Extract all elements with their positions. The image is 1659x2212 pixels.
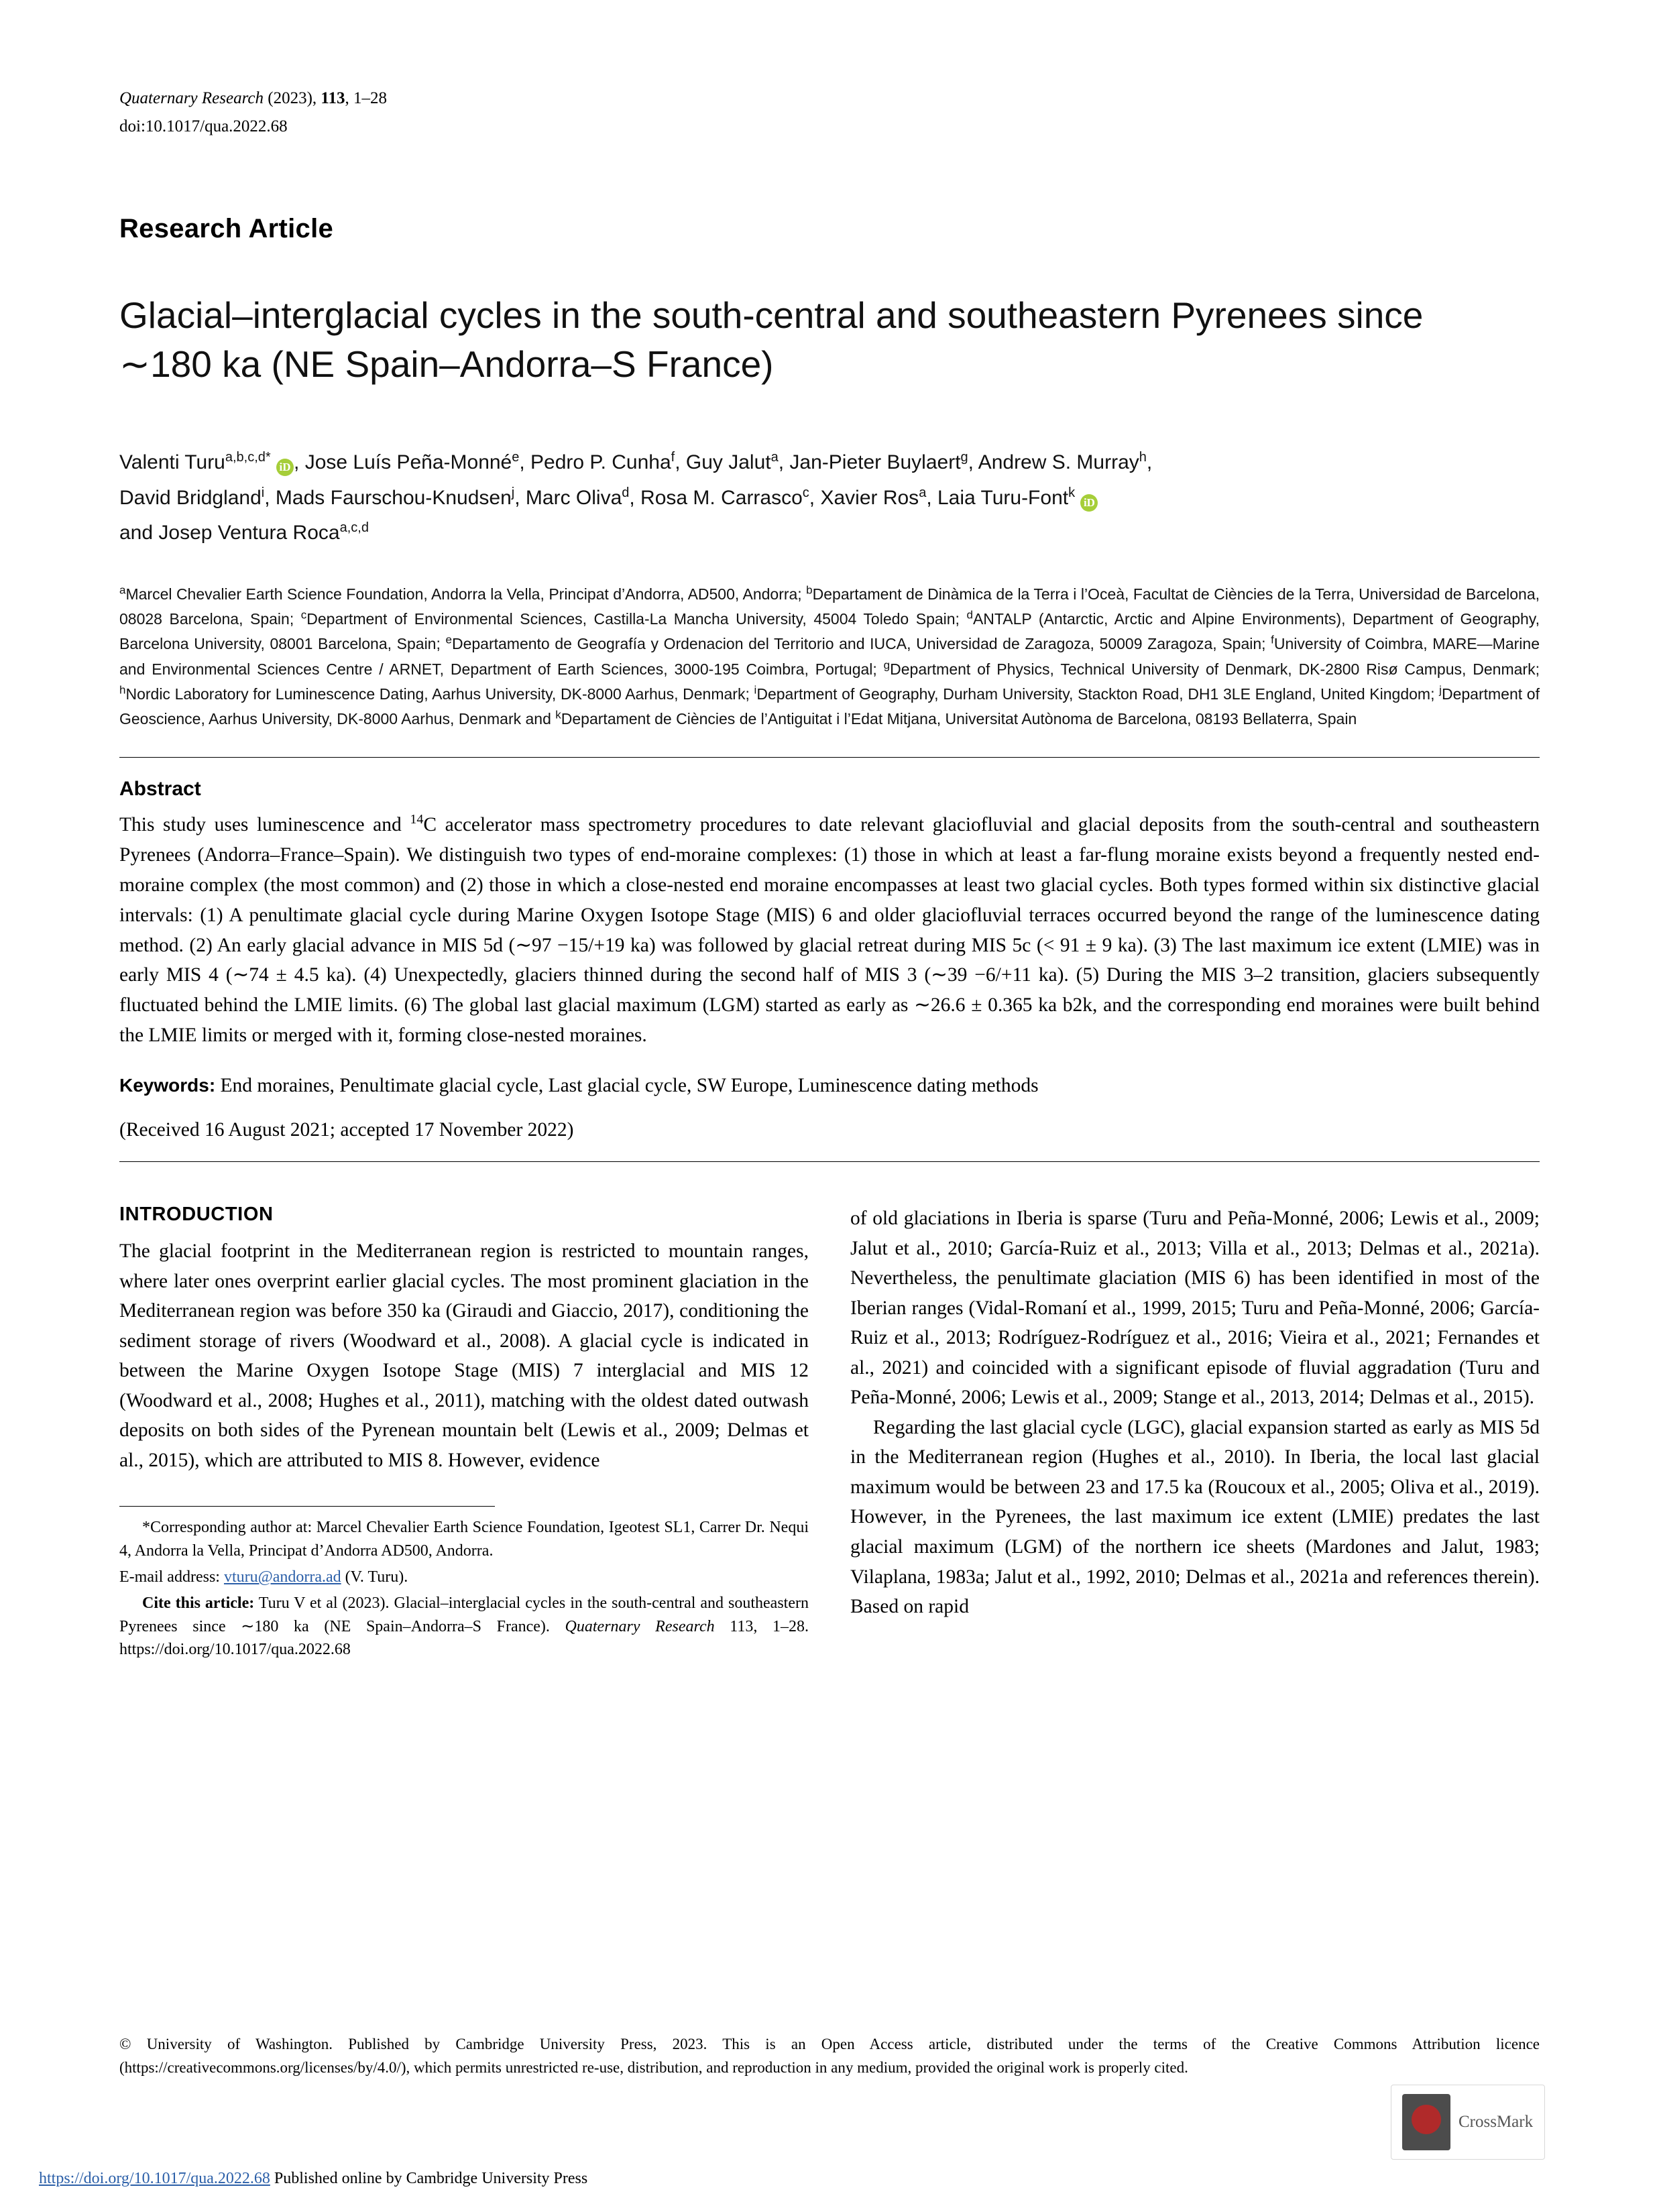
cite-text: Turu V et al (2023). Glacial–interglacial cycles in the south-central and southeastern Pyrenees since ∼180 ka (NE Spain–Andorra–S France). xyxy=(119,1594,809,1635)
divider-top xyxy=(119,757,1540,758)
doi-line: doi:10.1017/qua.2022.68 xyxy=(119,117,288,135)
footnote-corresponding-author xyxy=(119,1516,809,1563)
section-heading-introduction: INTRODUCTION xyxy=(119,1204,274,1226)
page-title: Glacial–interglacial cycles in the south-central and southeastern Pyrenees since ∼180 ka (NE Spain–Andorra–S France) xyxy=(119,294,1424,386)
divider-bottom xyxy=(119,1161,1540,1162)
footer-doi-link[interactable]: https://doi.org/10.1017/qua.2022.68 xyxy=(39,2170,270,2187)
paper-content xyxy=(119,86,1540,1662)
email-label: E-mail address: xyxy=(119,1568,224,1586)
paragraph-left-1: The glacial footprint in the Mediterranean region is restricted to mountain ranges, where later ones overprint earlier glacial cycles. The most prominent glaciation in the Mediterranean region was before 350 ka (Giraudi and Giaccio, 2017), conditioning the sediment storage of rivers (Woodward et al., 2008). A glacial cycle is indicated in between the Marine Oxygen Isotope Stage (MIS) 7 interglacial and MIS 12 (Woodward et al., 2008; Hughes et al., 2011), matching with the oldest dated outwash deposits on both sides of the Pyrenean mountain belt (Lewis et al., 2009; Delmas et al., 2015), which are attributed to MIS 8. However, evidence xyxy=(119,1240,809,1471)
orcid-icon[interactable]: iD xyxy=(276,459,294,476)
footnote-divider xyxy=(119,1506,495,1507)
column-left xyxy=(119,1204,809,1662)
crossmark-icon xyxy=(1402,2094,1450,2150)
orcid-icon-2[interactable]: iD xyxy=(1080,494,1098,512)
author-line-3: and Josep Ventura Roca$^{a,c,d}$ xyxy=(119,520,369,544)
footer-doi-line xyxy=(39,2170,587,2188)
journal-year: (2023), xyxy=(268,89,317,107)
cite-tail: 113, 1–28. https://doi.org/10.1017/qua.2022.68 xyxy=(119,1617,809,1659)
author-list xyxy=(119,445,1540,551)
crossmark-badge[interactable] xyxy=(1391,2085,1545,2160)
column-right xyxy=(850,1204,1540,1662)
journal-citation-line xyxy=(119,86,1540,111)
affiliations-block: $^a$Marcel Chevalier Earth Science Foundation, Andorra la Vella, Principat d’Andorra, AD500, Andorra; $^b$Departament de Dinàmica de la Terra i l’Oceà, Facultat de Ciències de la Terra, Universidad de Barcelona, 08028 Barcelona, Spain; $^c$Department of Environmental Sciences, Castilla-La Mancha University, 45004 Toledo Spain; $^d$ANTALP (Antarctic, Arctic and Alpine Environments), Department of Geography, Barcelona University, 08001 Barcelona, Spain; $^e$Departamento de Geografía y Ordenacion del Territorio and IUCA, Universidad de Zaragoza, 50009 Zaragoza, Spain; $^f$University of Coimbra, MARE—Marine and Environmental Sciences Centre / ARNET, Department of Earth Sciences, 3000-195 Coimbra, Portugal; $^g$Department of Physics, Technical University of Denmark, DK-2800 Risø Campus, Denmark; $^h$Nordic Laboratory for Luminescence Dating, Aarhus University, DK-8000 Aarhus, Denmark; $^i$Department of Geography, Durham University, Stackton Road, DH1 3LE England, United Kingdom; $^j$Department of Geoscience, Aarhus University, DK-8000 Aarhus, Denmark and $^k$Departament de Ciències de l’Antiguitat i l’Edat Mitjana, Universitat Autònoma de Barcelona, 08193 Bellaterra, Spain xyxy=(119,583,1540,728)
footnote-corresponding-text: *Corresponding author at: Marcel Chevalier Earth Science Foundation, Igeotest SL1, Carrer Dr. Nequi 4, Andorra la Vella, Principat d’Andorra AD500, Andorra. xyxy=(119,1519,809,1560)
article-type-label: Research Article xyxy=(119,214,334,243)
cite-journal: Quaternary Research xyxy=(565,1617,715,1635)
abstract-heading: Abstract xyxy=(119,778,201,801)
keywords-text: End moraines, Penultimate glacial cycle, Last glacial cycle, SW Europe, Luminescence dating methods xyxy=(215,1074,1039,1096)
keywords-label: Keywords: xyxy=(119,1074,216,1096)
journal-name: Quaternary Research xyxy=(119,89,264,107)
keywords-line xyxy=(119,1071,1540,1100)
license-statement: © University of Washington. Published by Cambridge University Press, 2023. This is an Open Access article, distributed under the terms of the Creative Commons Attribution licence (https://creativecommons.org/licenses/by/4.0/), which permits unrestricted re-use, distribution, and reproduction in any medium, provided the original work is properly cited. xyxy=(119,2036,1540,2076)
cite-label: Cite this article: xyxy=(142,1594,255,1612)
footnote-cite-this-article xyxy=(119,1592,809,1662)
email-link[interactable]: vturu@andorra.ad xyxy=(223,1568,341,1586)
crossmark-label: CrossMark xyxy=(1458,2113,1534,2131)
paragraph-right-2: Regarding the last glacial cycle (LGC), glacial expansion started as early as MIS 5d in the Mediterranean region (Hughes et al., 2010). In Iberia, the local last glacial maximum would be between 23 and 17.5 ka (Roucoux et al., 2005; Oliva et al., 2019). However, in the Pyrenees, the last maximum ice extent (LMIE) predates the last glacial maximum (LGM) of the northern ice sheets (Mardones and Jalut, 1983; Vilaplana, 1983a; Jalut et al., 1992, 2010; Delmas et al., 2021a and references therein). Based on rapid xyxy=(850,1416,1540,1618)
author-line-1: Valenti Turu$^{a,b,c,d*}$ iD , Jose Luís Peña-Monné$^e$, Pedro P. Cunha$^f$, Guy Jalut$^a$, Jan-Pieter Buylaert$^g$, Andrew S. Murray$^h$, xyxy=(119,445,1540,481)
paragraph-right-1: of old glaciations in Iberia is sparse (Turu and Peña-Monné, 2006; Lewis et al., 2009; Jalut et al., 2010; García-Ruiz et al., 2013; Villa et al., 2013; Delmas et al., 2021a). Nevertheless, the penultimate glaciation (MIS 6) has been identified in most of the Iberian ranges (Vidal-Romaní et al., 1999, 2015; Turu and Peña-Monné, 2006; García-Ruiz et al., 2013; Rodríguez-Rodríguez et al., 2016; Vieira et al., 2021; Fernandes et al., 2021) and coincided with a significant episode of fluvial aggradation (Turu and Peña-Monné, 2006; Lewis et al., 2009; Stange et al., 2013, 2014; Delmas et al., 2015). xyxy=(850,1208,1540,1409)
two-column-body xyxy=(119,1204,1540,1662)
footer-published-by: Published online by Cambridge University Press xyxy=(270,2170,588,2187)
abstract-text: This study uses luminescence and $^{14}$C accelerator mass spectrometry procedures to date relevant glaciofluvial and glacial deposits from the south-central and southeastern Pyrenees (Andorra–France–Spain). We distinguish two types of end-moraine complexes: (1) those in which at least a far-flung moraine exists beyond a frequently nested end-moraine complex (the most common) and (2) those in which a close-nested end moraine encompasses at least two glacial cycles. Both types formed within six distinctive glacial intervals: (1) A penultimate glacial cycle during Marine Oxygen Isotope Stage (MIS) 6 and older glaciofluvial terraces occurred beyond the range of the luminescence dating method. (2) An early glacial advance in MIS 5d (∼97 −15/+19 ka) was followed by glacial retreat during MIS 5c (< 91 ± 9 ka). (3) The last maximum ice extent (LMIE) was in early MIS 4 (∼74 ± 4.5 ka). (4) Unexpectedly, glaciers thinned during the second half of MIS 3 (∼39 −6/+11 ka). (5) During the MIS 3–2 transition, glaciers subsequently fluctuated behind the LMIE limits. (6) The global last glacial maximum (LGM) started as early as ∼26.6 ± 0.365 ka b2k, and the corresponding end moraines were built behind the LMIE limits or merged with it, forming close-nested moraines. xyxy=(119,812,1540,1047)
journal-volume: 113 xyxy=(321,89,345,107)
journal-pages: , 1–28 xyxy=(345,89,388,107)
email-suffix: (V. Turu). xyxy=(341,1568,408,1586)
footnote-email xyxy=(119,1566,809,1589)
received-line: (Received 16 August 2021; accepted 17 November 2022) xyxy=(119,1119,574,1141)
author-line-2: David Bridgland$^i$, Mads Faurschou-Knudsen$^j$, Marc Oliva$^d$, Rosa M. Carrasco$^c$, Xavier Ros$^a$, Laia Turu-Font$^k$ iD xyxy=(119,481,1540,516)
